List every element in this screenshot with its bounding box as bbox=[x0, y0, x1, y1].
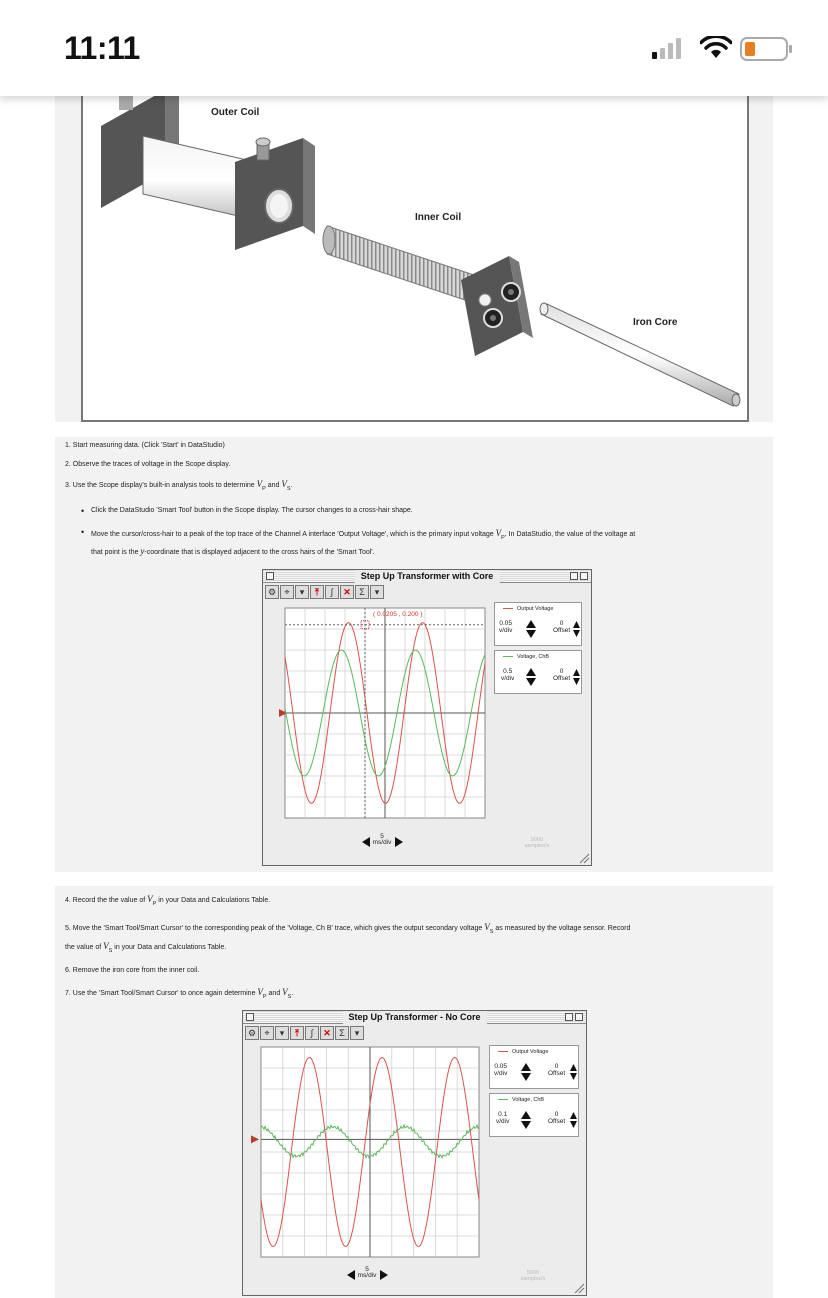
channel-b-scale: 0.1 bbox=[498, 1111, 508, 1118]
channel-a-name: Output Voltage bbox=[517, 606, 554, 612]
status-bar bbox=[0, 0, 828, 96]
step-6: 6. Remove the iron core from the inner coil. bbox=[65, 967, 200, 974]
iron-core-label: Iron Core bbox=[633, 317, 678, 328]
clock: 11:11 bbox=[64, 30, 140, 66]
sample-rate: 5000 bbox=[530, 837, 544, 843]
stats-dropdown-icon[interactable]: ▾ bbox=[370, 585, 384, 599]
channel-b-offset: 0 bbox=[559, 668, 564, 675]
channel-a-legend bbox=[489, 1045, 579, 1089]
step-4: 4. Record the the value of $V_P$ in your Data and Calculations Table. bbox=[65, 894, 271, 907]
statistics-icon[interactable]: Σ bbox=[355, 585, 369, 599]
resize-grip-icon[interactable] bbox=[578, 852, 590, 864]
zoom-box-icon[interactable] bbox=[565, 1013, 573, 1021]
battery-icon bbox=[740, 36, 794, 62]
stats-dropdown-icon[interactable]: ▾ bbox=[350, 1026, 364, 1040]
bullet-smart-tool: • Click the DataStudio 'Smart Tool' button in the Scope display. The cursor changes to a cross-hair shape. bbox=[91, 507, 413, 514]
bullet-move-cursor: • Move the cursor/cross-hair to a peak of the top trace of the Channel A interface 'Output Voltage', which is the primary input voltage $V_P$. In DataStudio, the value of the voltage at bbox=[91, 528, 635, 538]
scope-window-with-core[interactable] bbox=[262, 569, 592, 866]
outer-coil-label: Outer Coil bbox=[211, 107, 260, 118]
channel-a-scale-stepper-icon[interactable] bbox=[521, 1062, 531, 1082]
channel-a-offset-stepper-icon[interactable] bbox=[573, 620, 580, 638]
scope-settings-icon[interactable]: ⚙ bbox=[265, 585, 279, 599]
channel-b-name: Voltage, ChB bbox=[517, 654, 550, 660]
scope-plot[interactable] bbox=[279, 604, 489, 830]
scope-window-no-core[interactable] bbox=[242, 1010, 587, 1296]
delete-icon[interactable]: ✕ bbox=[340, 585, 354, 599]
channel-b-scale-stepper-icon[interactable] bbox=[526, 667, 536, 687]
time-increase-icon[interactable] bbox=[379, 1270, 389, 1280]
data-tool-icon[interactable]: ⤒ bbox=[310, 585, 324, 599]
channel-a-legend bbox=[494, 602, 582, 646]
zoom-box-icon[interactable] bbox=[570, 572, 578, 580]
step-7: 7. Use the 'Smart Tool/Smart Cursor' to once again determine $V_P$ and $V_S$. bbox=[65, 987, 294, 1000]
channel-b-scale-stepper-icon[interactable] bbox=[521, 1110, 531, 1130]
channel-b-name: Voltage, ChB bbox=[512, 1097, 545, 1103]
scope-title: Step Up Transformer with Core bbox=[355, 570, 500, 583]
sample-rate: 5000 bbox=[526, 1270, 540, 1276]
step-3: 3. Use the Scope display's built-in analysis tools to determine $V_P$ and $V_S$. bbox=[65, 479, 293, 492]
close-box-icon[interactable] bbox=[246, 1013, 254, 1021]
scope-settings-icon[interactable]: ⚙ bbox=[245, 1026, 259, 1040]
channel-b-unit: v/div bbox=[496, 1118, 510, 1125]
calculator-icon[interactable]: ∫ bbox=[325, 585, 339, 599]
scope-toolbar bbox=[265, 585, 384, 601]
close-box-icon[interactable] bbox=[266, 572, 274, 580]
scope-toolbar bbox=[245, 1026, 364, 1042]
time-scale: 5 bbox=[365, 1266, 369, 1273]
smart-tool-icon[interactable]: ⌖ bbox=[260, 1026, 274, 1040]
scope-titlebar[interactable] bbox=[263, 570, 591, 583]
statistics-icon[interactable]: Σ bbox=[335, 1026, 349, 1040]
coil-illustration bbox=[83, 96, 751, 422]
channel-a-unit: v/div bbox=[494, 1070, 508, 1077]
channel-b-unit: v/div bbox=[501, 675, 515, 682]
smart-tool-icon[interactable]: ⌖ bbox=[280, 585, 294, 599]
wifi-icon bbox=[700, 36, 732, 60]
channel-a-name: Output Voltage bbox=[512, 1049, 549, 1055]
channel-b-legend bbox=[489, 1093, 579, 1137]
channel-b-offset: 0 bbox=[554, 1111, 559, 1118]
trigger-marker-icon[interactable] bbox=[251, 1135, 259, 1143]
data-tool-icon[interactable]: ⤒ bbox=[290, 1026, 304, 1040]
step-5: 5. Move the 'Smart Tool/Smart Cursor' to the corresponding peak of the 'Voltage, Ch B' trace, which gives the output secondary voltage $V_S$ as measured by the voltage sensor. Record bbox=[65, 922, 631, 935]
instructions-block-1 bbox=[55, 437, 773, 872]
channel-a-offset-stepper-icon[interactable] bbox=[570, 1063, 577, 1081]
channel-b-offset-label: Offset bbox=[553, 675, 571, 682]
apparatus-diagram bbox=[55, 96, 773, 422]
time-unit: ms/div bbox=[357, 1272, 377, 1279]
channel-b-offset-label: Offset bbox=[548, 1118, 566, 1125]
cellular-signal-icon bbox=[652, 38, 692, 60]
channel-a-scale: 0.05 bbox=[499, 620, 513, 627]
page-content bbox=[0, 96, 828, 1298]
sample-rate-unit: samples/s bbox=[520, 1276, 546, 1282]
dropdown-icon[interactable]: ▾ bbox=[275, 1026, 289, 1040]
scope-title: Step Up Transformer - No Core bbox=[342, 1011, 486, 1024]
scope-plot[interactable] bbox=[251, 1045, 481, 1265]
smart-cursor-readout: ( 0.0205 , 0.200 ) bbox=[373, 611, 423, 618]
channel-a-offset-label: Offset bbox=[548, 1070, 566, 1077]
delete-icon[interactable]: ✕ bbox=[320, 1026, 334, 1040]
channel-b-offset-stepper-icon[interactable] bbox=[573, 668, 580, 686]
dropdown-icon[interactable]: ▾ bbox=[295, 585, 309, 599]
calculator-icon[interactable]: ∫ bbox=[305, 1026, 319, 1040]
time-scale: 5 bbox=[380, 833, 384, 840]
bullet-move-cursor-line2: that point is the y-coordinate that is displayed adjacent to the cross hairs of the 'Smart Tool'. bbox=[91, 546, 375, 556]
sample-rate-unit: samples/s bbox=[524, 843, 550, 849]
channel-b-offset-stepper-icon[interactable] bbox=[570, 1111, 577, 1129]
channel-a-unit: v/div bbox=[499, 627, 513, 634]
collapse-box-icon[interactable] bbox=[580, 572, 588, 580]
step-5-line2: the value of $V_S$ in your Data and Calculations Table. bbox=[65, 941, 227, 954]
channel-a-offset-label: Offset bbox=[553, 627, 571, 634]
time-increase-icon[interactable] bbox=[394, 837, 404, 847]
channel-a-offset: 0 bbox=[554, 1063, 559, 1070]
inner-coil-label: Inner Coil bbox=[415, 212, 462, 223]
instructions-block-2 bbox=[55, 886, 773, 1298]
channel-b-scale: 0.5 bbox=[503, 668, 513, 675]
channel-b-legend bbox=[494, 650, 582, 694]
resize-grip-icon[interactable] bbox=[573, 1282, 585, 1294]
channel-a-scale-stepper-icon[interactable] bbox=[526, 619, 536, 639]
step-1: 1. Start measuring data. (Click 'Start' in DataStudio) bbox=[65, 442, 225, 449]
step-2: 2. Observe the traces of voltage in the Scope display. bbox=[65, 461, 231, 468]
scope-titlebar[interactable] bbox=[243, 1011, 586, 1024]
channel-a-offset: 0 bbox=[559, 620, 564, 627]
time-unit: ms/div bbox=[372, 839, 392, 846]
collapse-box-icon[interactable] bbox=[575, 1013, 583, 1021]
channel-a-scale: 0.05 bbox=[494, 1063, 508, 1070]
